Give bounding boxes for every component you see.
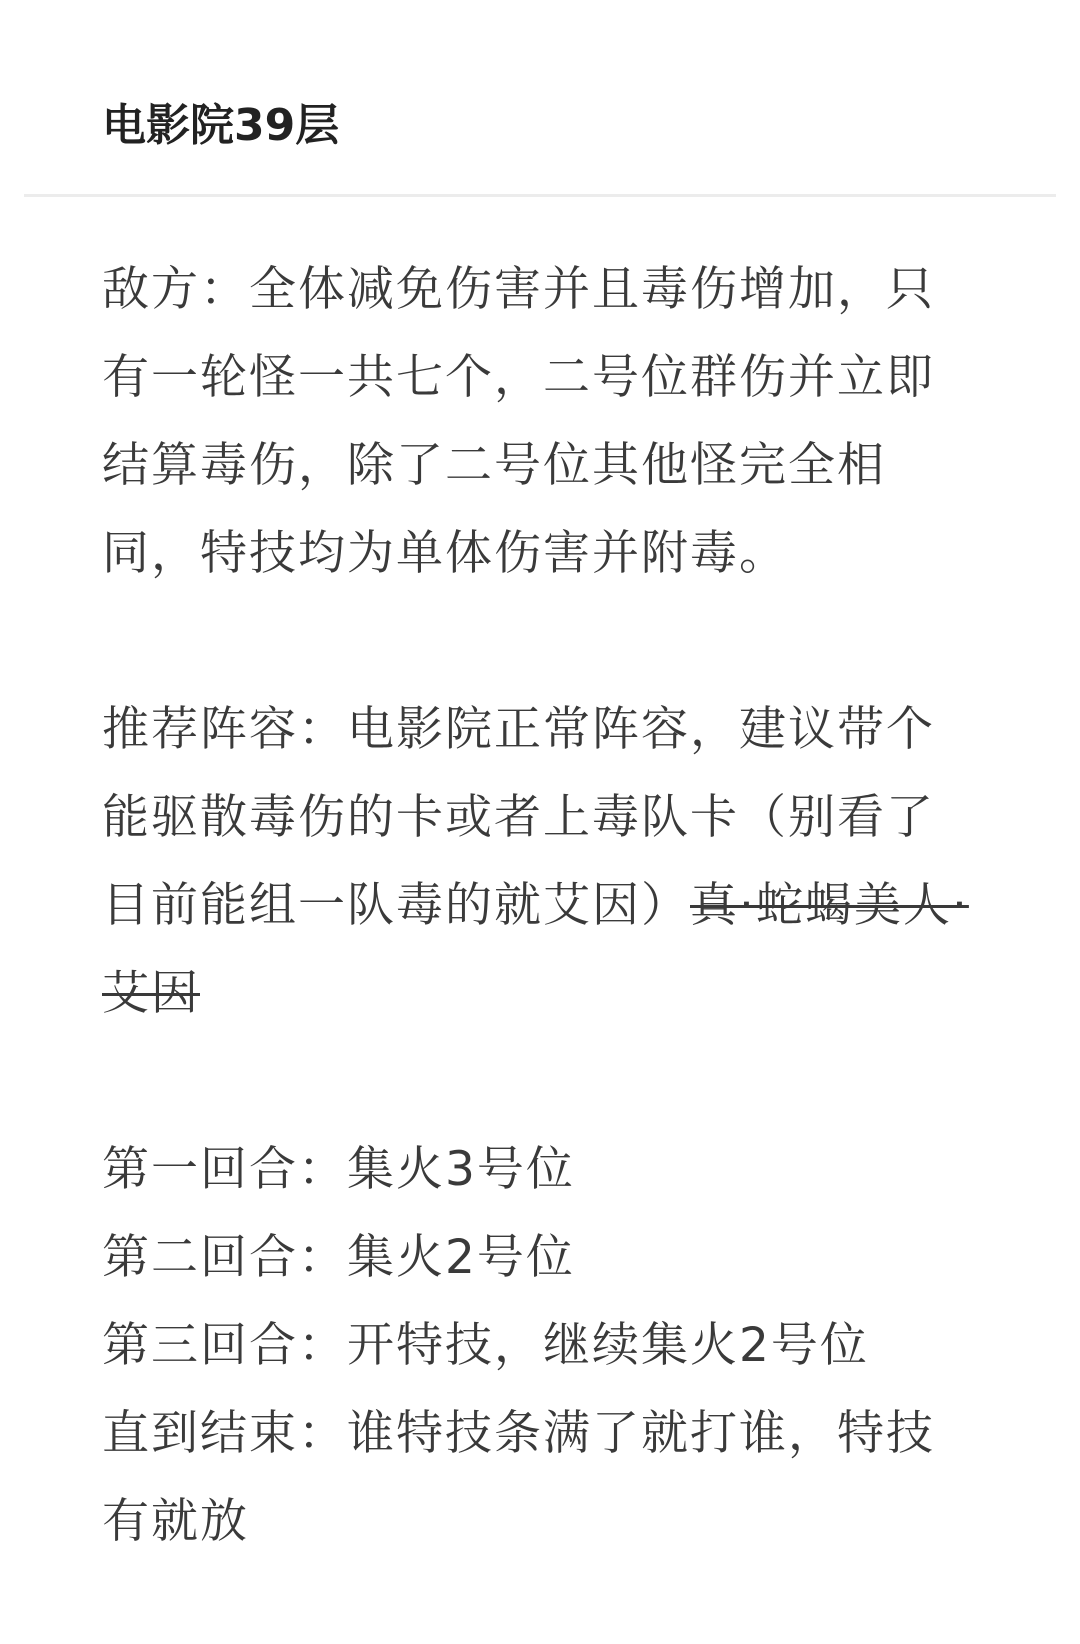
- article-header: [0, 0, 1080, 196]
- final-instruction: 直到结束：谁特技条满了就打谁，特技有就放: [102, 1406, 935, 1549]
- article-body: [102, 246, 982, 1566]
- round-2-instruction: 第二回合：集火2号位: [102, 1230, 575, 1285]
- lineup-strikethrough-text: 真·蛇蝎美人·艾因: [102, 878, 969, 1021]
- recommended-lineup: [102, 686, 982, 1038]
- round-1-instruction: 第一回合：集火3号位: [102, 1142, 575, 1197]
- page-title: 电影院39层: [102, 100, 340, 151]
- lineup-text: 推荐阵容：电影院正常阵容，建议带个能驱散毒伤的卡或者上毒队卡（别看了目前能组一队毒的就艾因）: [102, 702, 935, 933]
- round-3-instruction: 第三回合：开特技，继续集火2号位: [102, 1318, 869, 1373]
- paragraph-spacer: [102, 1038, 982, 1126]
- header-divider: [24, 194, 1056, 197]
- paragraph-spacer: [102, 598, 982, 686]
- enemy-description: 敌方：全体减免伤害并且毒伤增加，只有一轮怪一共七个，二号位群伤并立即结算毒伤，除了二号位其他怪完全相同，特技均为单体伤害并附毒。: [102, 262, 935, 581]
